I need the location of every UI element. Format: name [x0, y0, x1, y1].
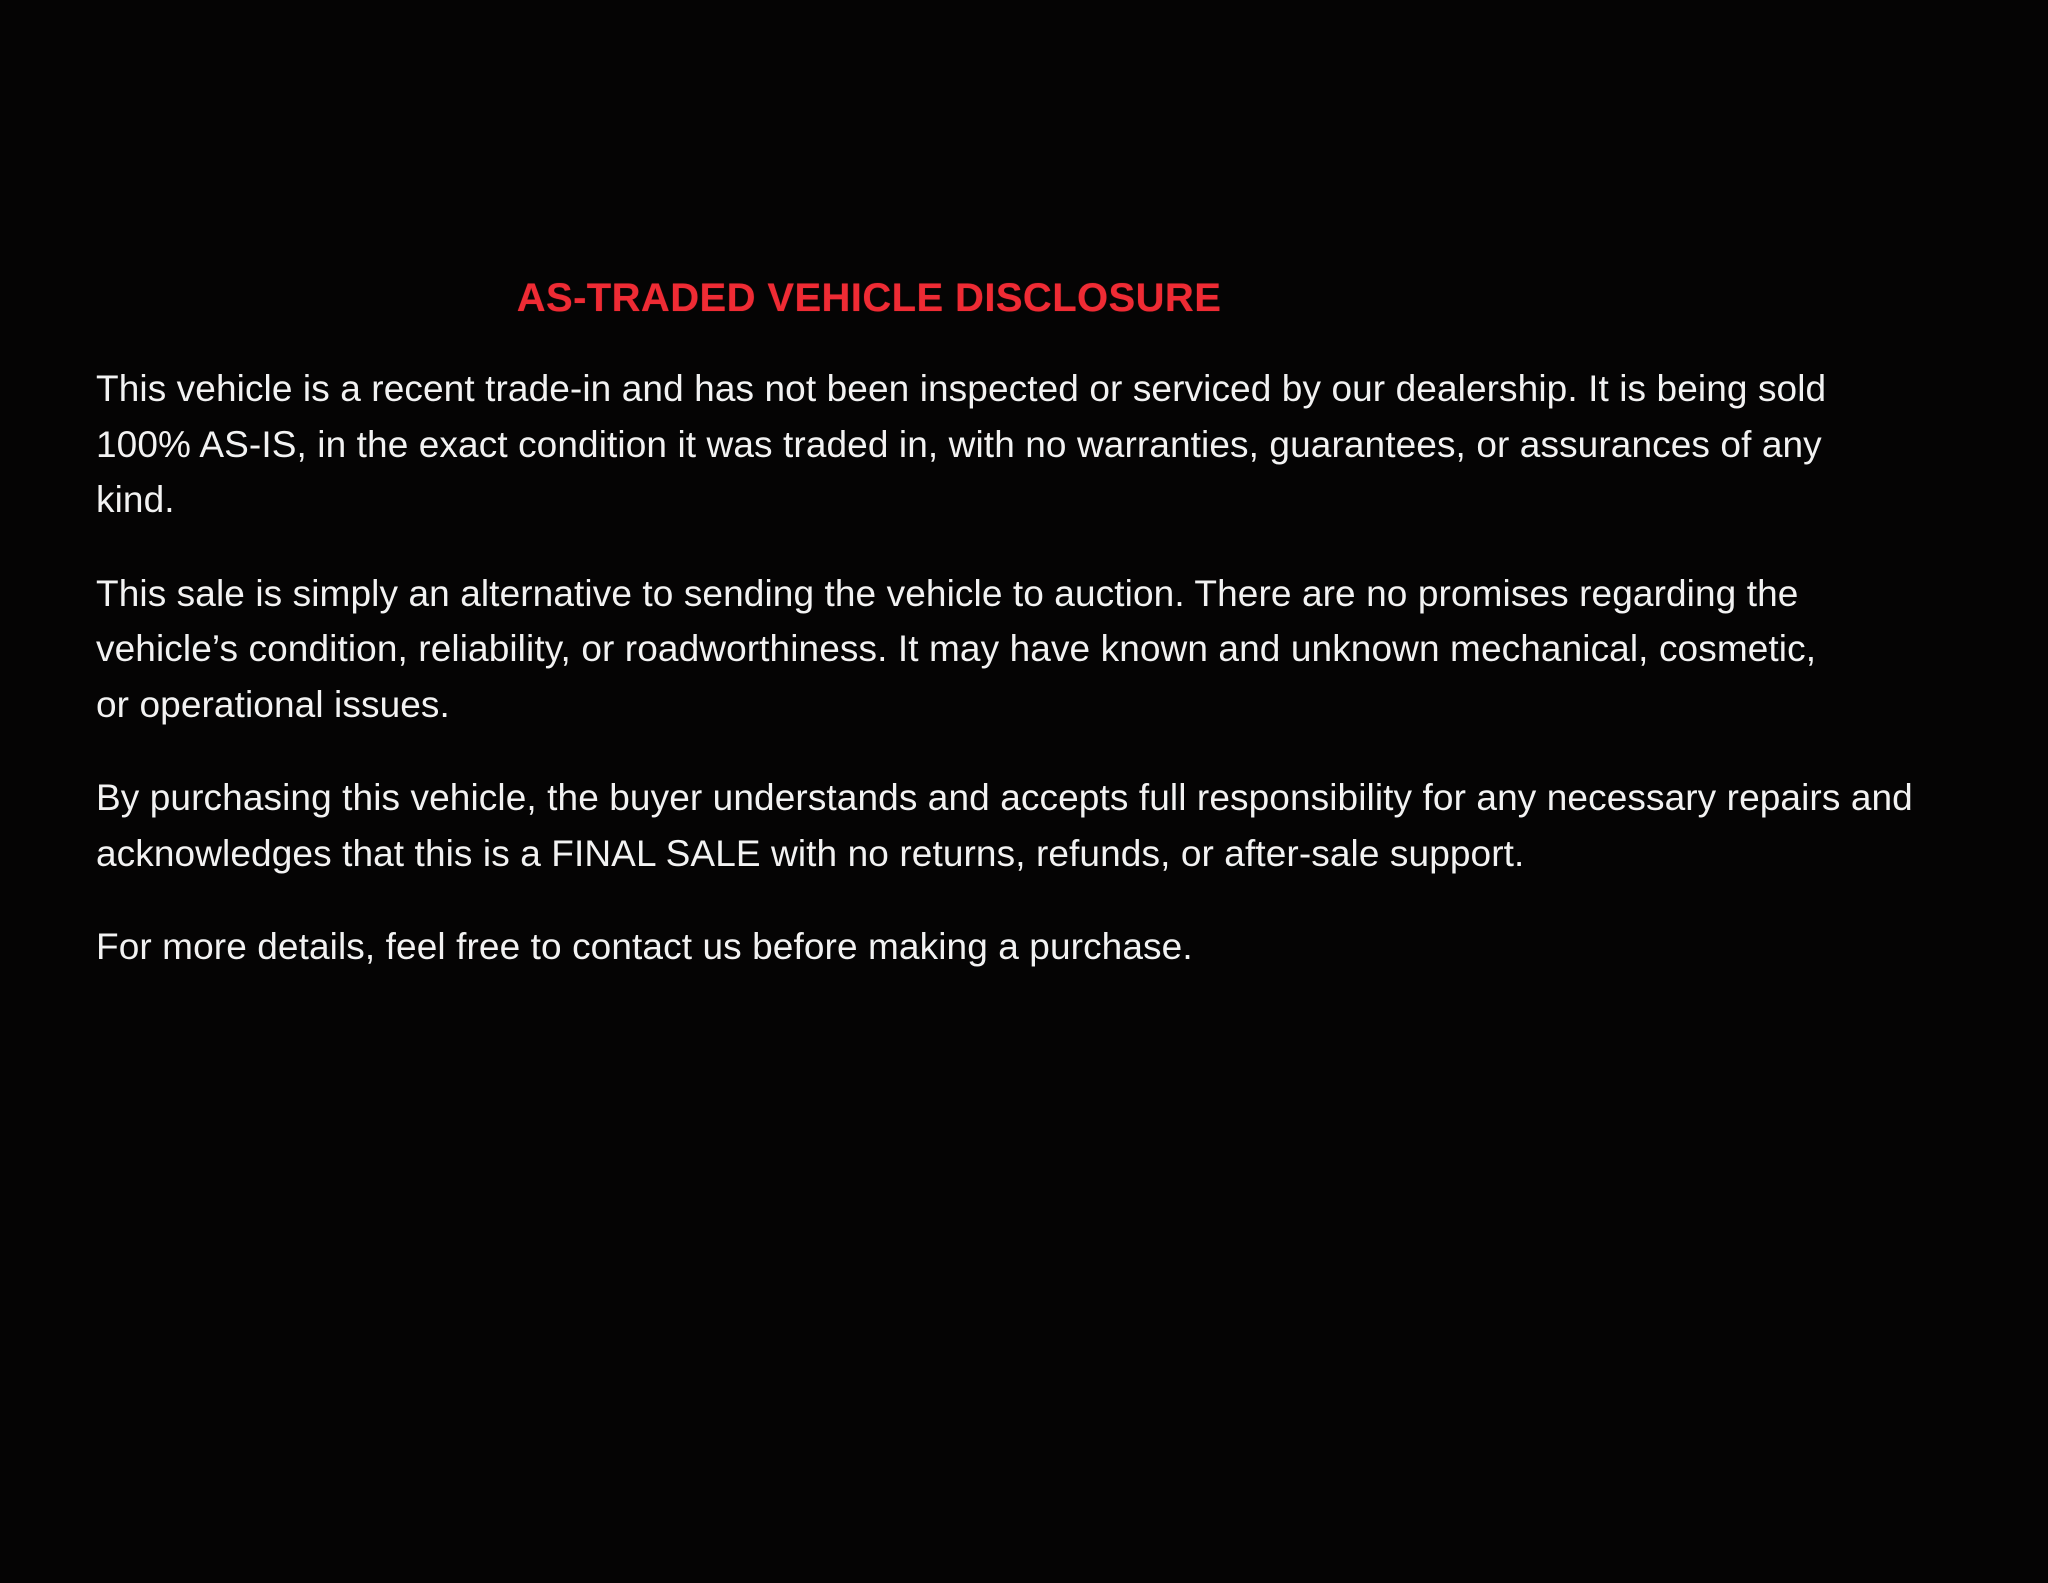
disclosure-paragraph-1: This vehicle is a recent trade-in and has not been inspected or serviced by our dealership. It is being sold 100% AS-IS, in the exact condition it was traded in, with no warranties, guarantees, or assurances of any kind. [96, 368, 1827, 520]
disclosure-content [96, 276, 1952, 975]
page-title: AS-TRADED VEHICLE DISCLOSURE [516, 276, 1222, 320]
disclosure-paragraph-3: By purchasing this vehicle, the buyer understands and accepts full responsibility for any necessary repairs and acknowledges that this is a FINAL SALE with no returns, refunds, or after-sale support. [96, 777, 1913, 874]
disclosure-paragraph-4: For more details, feel free to contact us before making a purchase. [96, 926, 1193, 967]
disclosure-paragraph-2: This sale is simply an alternative to sending the vehicle to auction. There are no promises regarding the vehicle’s condition, reliability, or roadworthiness. It may have known and unknown mechanical, cosmetic, or operational issues. [96, 572, 1817, 725]
